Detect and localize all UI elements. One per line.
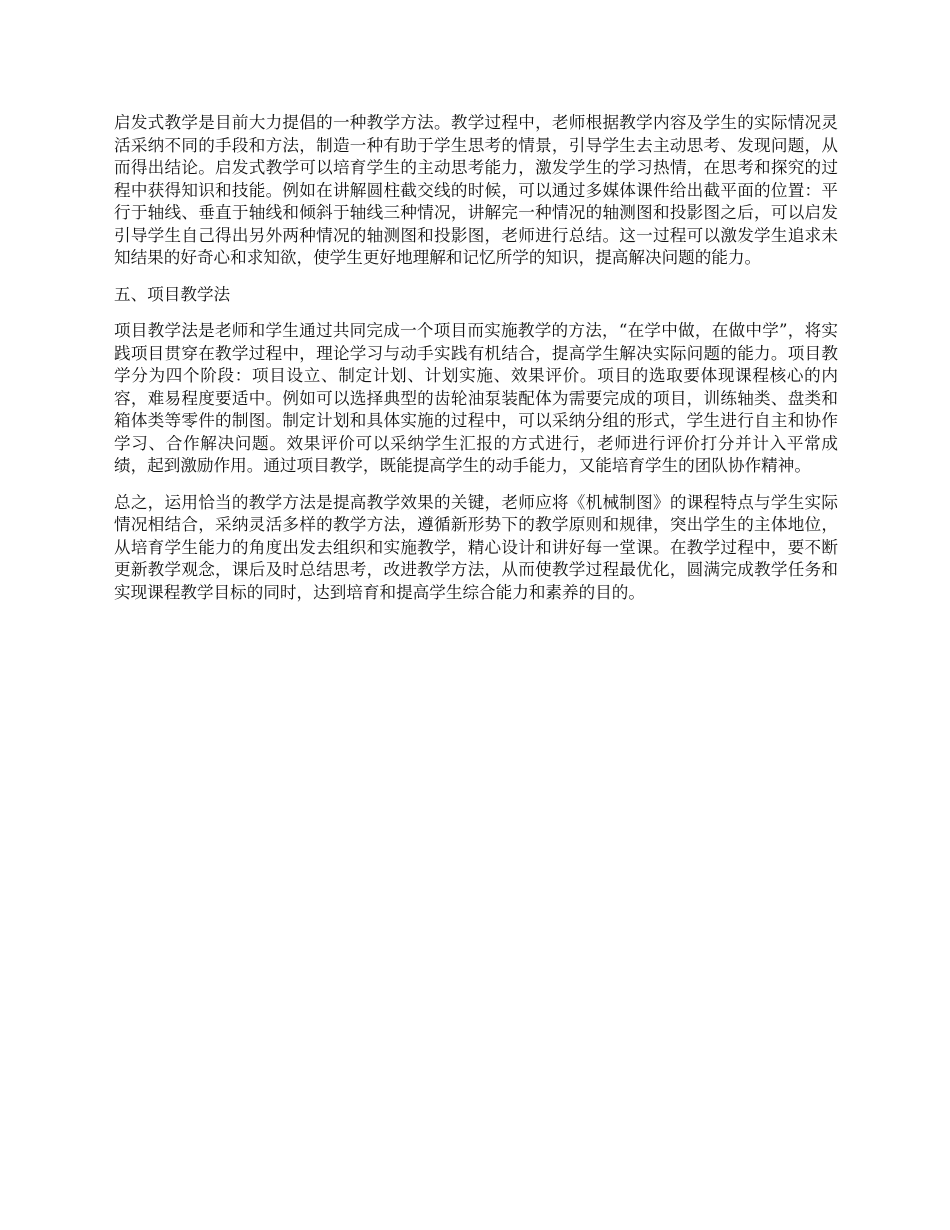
paragraph-conclusion: 总之，运用恰当的教学方法是提高教学效果的关键，老师应将《机械制图》的课程特点与学生实际情况相结合，采纳灵活多样的教学方法，遵循新形势下的教学原则和规律，突出学生的主体地位，从培育学生能力的角度出发去组织和实施教学，精心设计和讲好每一堂课。在教学过程中，要不断更新教学观念，课后及时总结思考，改进教学方法，从而使教学过程最优化，圆满完成教学任务和实现课程教学目标的同时，达到培育和提高学生综合能力和素养的目的。	[114, 492, 838, 602]
section-heading-project-teaching: 五、项目教学法	[114, 284, 231, 304]
paragraph-project-teaching: 项目教学法是老师和学生通过共同完成一个项目而实施教学的方法，“在学中做，在做中学”，将实践项目贯穿在教学过程中，理论学习与动手实践有机结合，提高学生解决实际问题的能力。项目教学分为四个阶段：项目设立、制定计划、计划实施、效果评价。项目的选取要体现课程核心的内容，难易程度要适中。例如可以选择典型的齿轮油泵装配体为需要完成的项目，训练轴类、盘类和箱体类等零件的制图。制定计划和具体实施的过程中，可以采纳分组的形式，学生进行自主和协作学习、合作解决问题。效果评价可以采纳学生汇报的方式进行，老师进行评价打分并计入平常成绩，起到激励作用。通过项目教学，既能提高学生的动手能力，又能培育学生的团队协作精神。	[114, 321, 838, 475]
document-body	[114, 112, 838, 618]
paragraph-heuristic-teaching: 启发式教学是目前大力提倡的一种教学方法。教学过程中，老师根据教学内容及学生的实际情况灵活采纳不同的手段和方法，制造一种有助于学生思考的情景，引导学生去主动思考、发现问题，从而得出结论。启发式教学可以培育学生的主动思考能力，激发学生的学习热情，在思考和探究的过程中获得知识和技能。例如在讲解圆柱截交线的时候，可以通过多媒体课件给出截平面的位置：平行于轴线、垂直于轴线和倾斜于轴线三种情况，讲解完一种情况的轴测图和投影图之后，可以启发引导学生自己得出另外两种情况的轴测图和投影图，老师进行总结。这一过程可以激发学生追求未知结果的好奇心和求知欲，使学生更好地理解和记忆所学的知识，提高解决问题的能力。	[114, 113, 838, 267]
